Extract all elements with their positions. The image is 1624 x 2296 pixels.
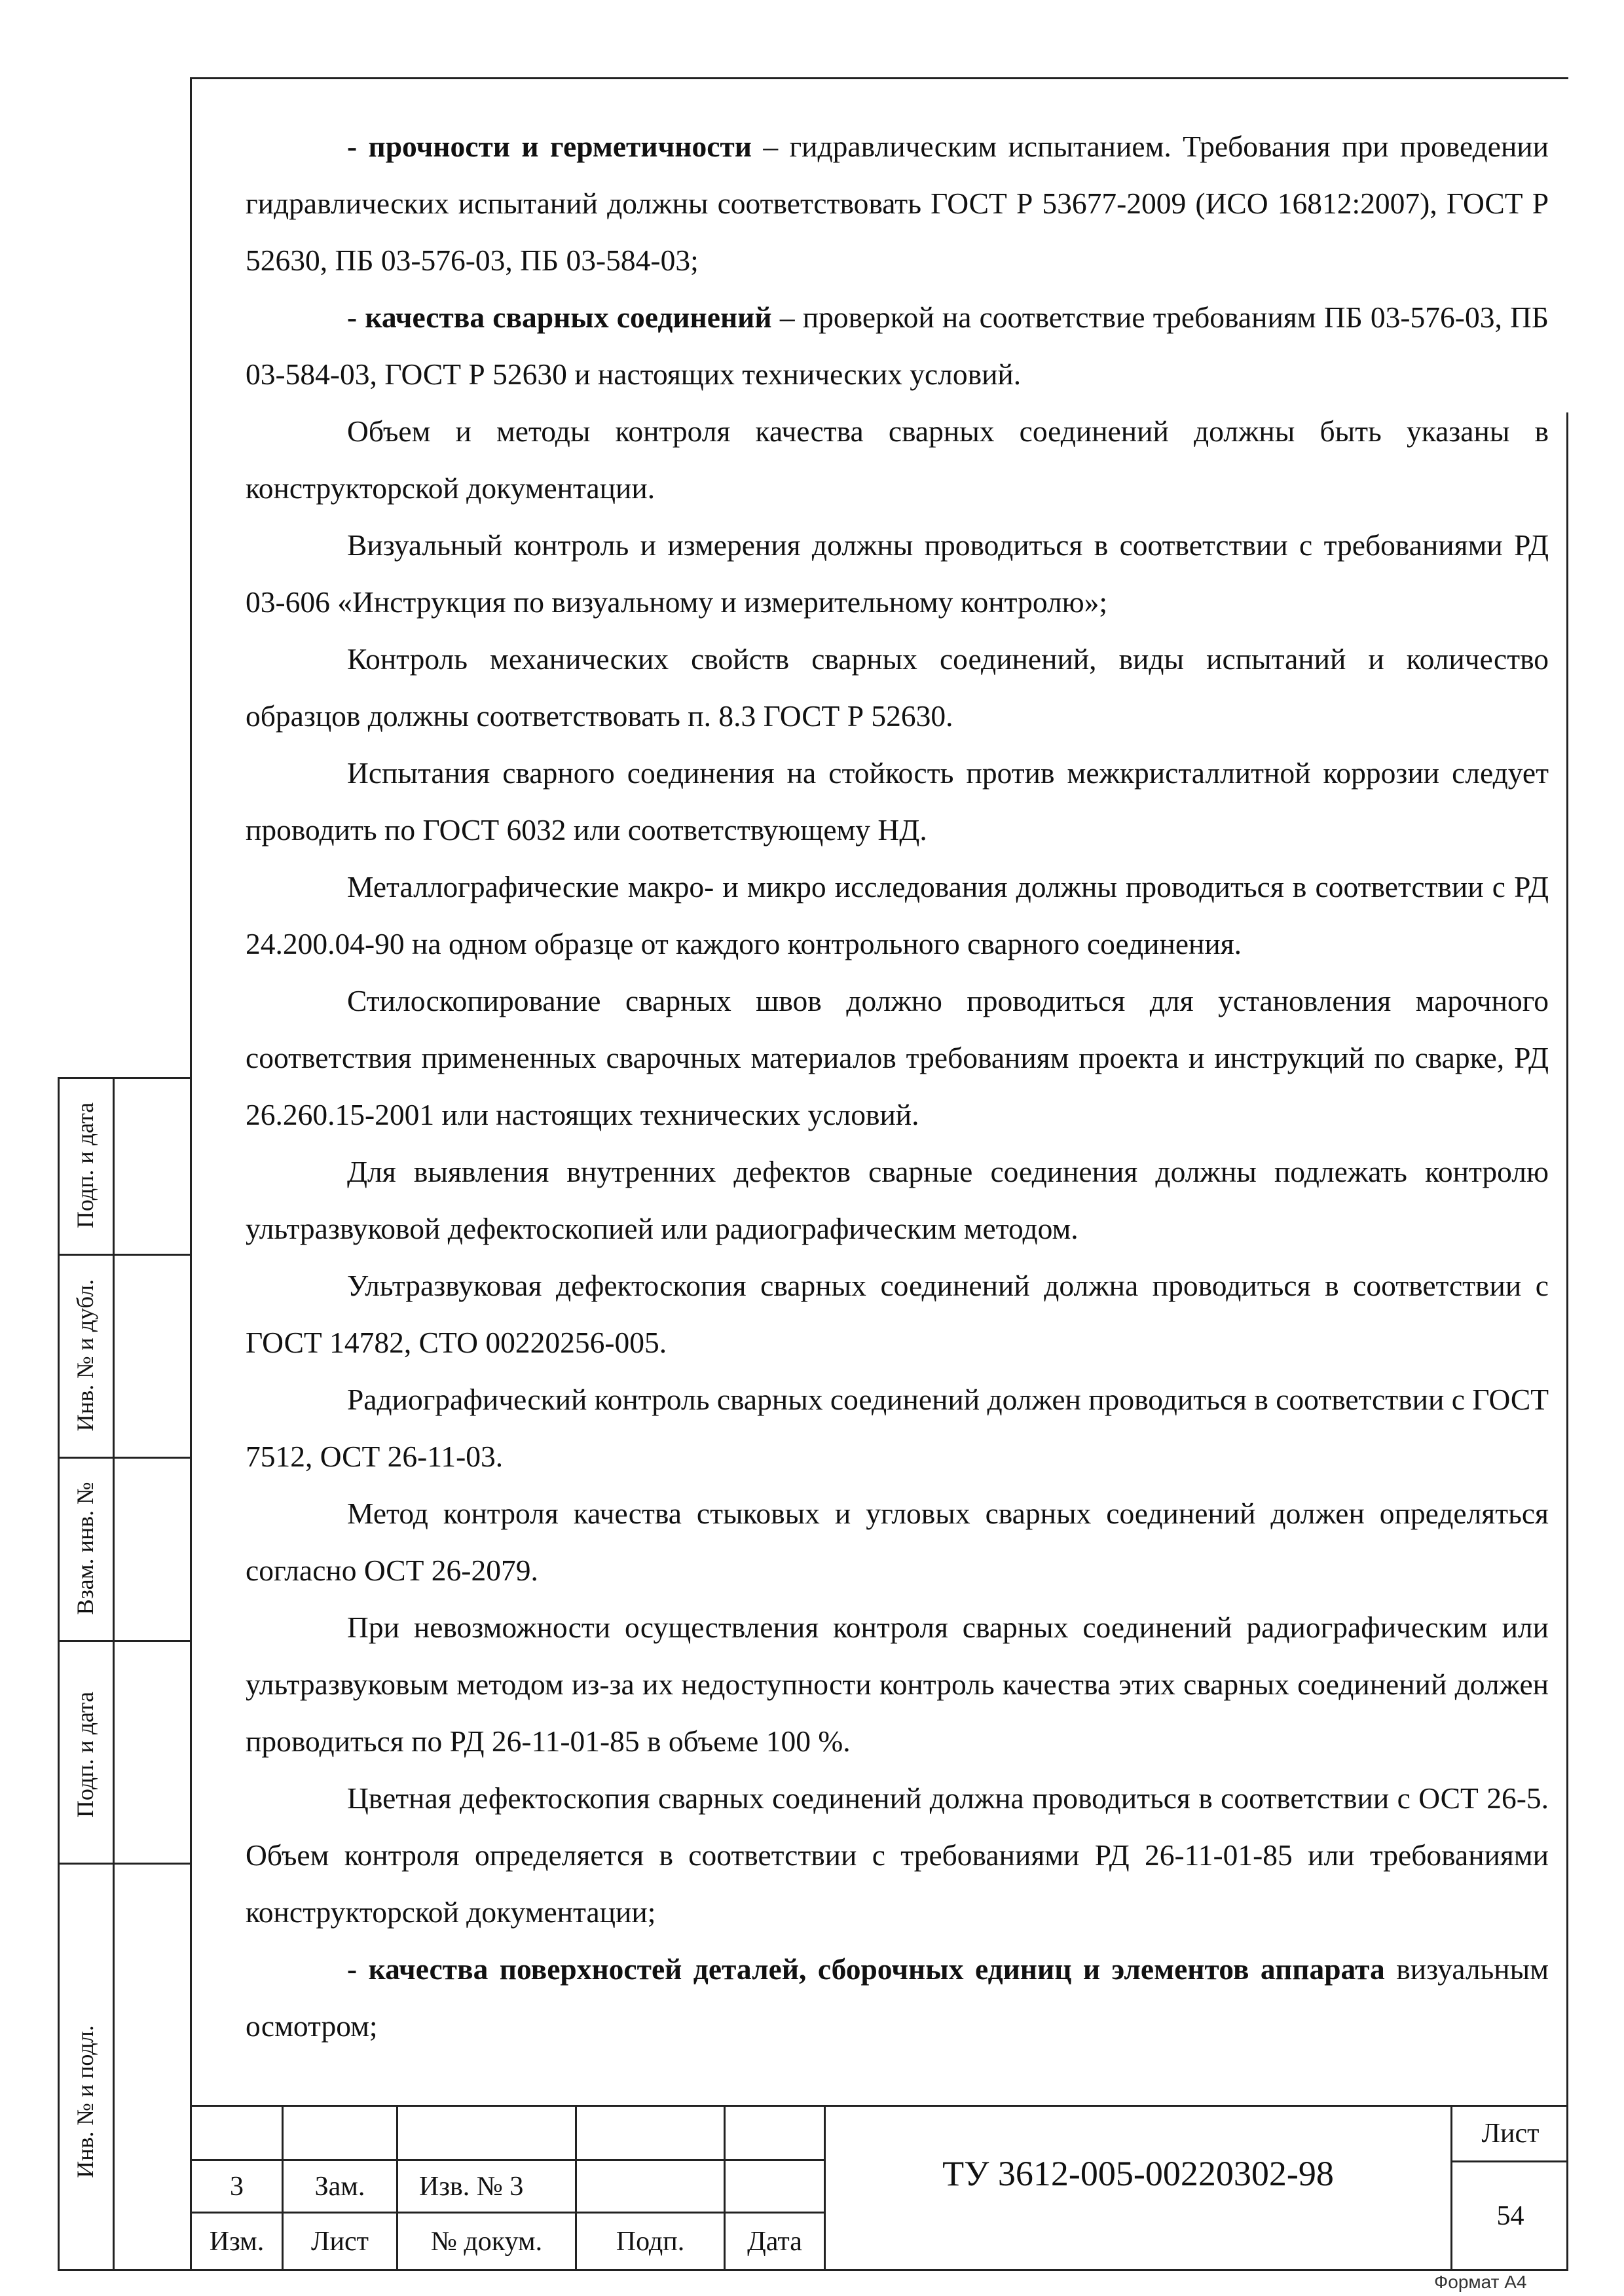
paragraph-6 <box>246 744 1549 858</box>
side-stamp-divider-4 <box>58 1863 192 1865</box>
title-block-doc-value: Изв. № 3 <box>419 2171 524 2202</box>
paragraph-14 <box>246 1770 1549 1941</box>
paragraph-text: Стилоскопирование сварных швов должно проводиться для установления марочного соответствия примененных сварочных материалов требованиям проекта и инструкций по сварке, РД 26.260.15-2001 или настоящих технических условий. <box>246 984 1549 1131</box>
side-stamp-inv-podl: Инв. № и подл. <box>72 2025 98 2178</box>
document-body <box>246 118 1549 2054</box>
title-block-data-header: Дата <box>747 2226 802 2257</box>
paragraph-13 <box>246 1599 1549 1770</box>
paragraph-5 <box>246 630 1549 744</box>
format-label: Формат А4 <box>1434 2272 1527 2292</box>
paragraph-text: Цветная дефектоскопия сварных соединений должна проводиться в соответствии с ОСТ 26-5. Объем контроля определяется в соответствии с требованиями РД 26-11-01-85 или требованиями конструкторской документации; <box>246 1781 1549 1929</box>
side-stamp-vzam-inv: Взам. инв. № <box>72 1482 98 1615</box>
paragraph-text: – гидравлическим испытанием. Требования при проведении гидравлических испытаний должны соответствовать ГОСТ Р 53677-2009 (ИСО 16812:2007), ГОСТ Р 52630, ПБ 03-576-03, ПБ 03-584-03; <box>246 130 1549 277</box>
paragraph-text: Испытания сварного соединения на стойкость против межкристаллитной коррозии следует проводить по ГОСТ 6032 или соответствующему НД. <box>246 756 1549 847</box>
sheet-number: 54 <box>1496 2200 1524 2231</box>
paragraph-3 <box>246 403 1549 517</box>
paragraph-12 <box>246 1485 1549 1599</box>
frame-left-line <box>190 77 192 2270</box>
frame-right-line <box>1566 412 1568 2270</box>
paragraph-text: Метод контроля качества стыковых и угловых сварных соединений должен определяться согласно ОСТ 26-2079. <box>246 1497 1549 1587</box>
paragraph-lead: - качества поверхностей деталей, сборочных единиц и элементов аппарата <box>347 1952 1385 1986</box>
title-block-list-value: Зам. <box>314 2171 365 2202</box>
side-stamp-podp-data-2: Подп. и дата <box>72 1691 98 1818</box>
paragraph-lead: - качества сварных соединений <box>347 301 772 334</box>
paragraph-text: Объем и методы контроля качества сварных соединений должны быть указаны в конструкторской документации. <box>246 414 1549 505</box>
paragraph-text: Ультразвуковая дефектоскопия сварных соединений должна проводиться в соответствии с ГОСТ 14782, СТО 00220256-005. <box>246 1269 1549 1359</box>
title-block-podp-header: Подп. <box>616 2226 685 2257</box>
paragraph-9 <box>246 1143 1549 1257</box>
paragraph-2 <box>246 289 1549 403</box>
title-block-list-header: Лист <box>311 2226 369 2257</box>
paragraph-text: Визуальный контроль и измерения должны проводиться в соответствии с требованиями РД 03-606 «Инструкция по визуальному и измерительному контролю»; <box>246 528 1549 619</box>
side-stamp-divider-1 <box>58 1254 192 1256</box>
paragraph-7 <box>246 858 1549 972</box>
paragraph-4 <box>246 517 1549 630</box>
paragraph-1 <box>246 118 1549 289</box>
title-block-data-value <box>726 2161 824 2212</box>
frame-bottom-line <box>58 2269 1568 2271</box>
paragraph-text: Радиографический контроль сварных соединений должен проводиться в соответствии с ГОСТ 7512, ОСТ 26-11-03. <box>246 1383 1549 1473</box>
paragraph-lead: - прочности и герметичности <box>347 130 752 163</box>
paragraph-15 <box>246 1941 1549 2054</box>
paragraph-text: Контроль механических свойств сварных соединений, виды испытаний и количество образцов должны соответствовать п. 8.3 ГОСТ Р 52630. <box>246 642 1549 733</box>
frame-top-line <box>190 77 1568 79</box>
paragraph-text: При невозможности осуществления контроля сварных соединений радиографическим или ультразвуковым методом из-за их недоступности контроль качества этих сварных соединений должен проводиться по РД 26-11-01-85 в объеме 100 %. <box>246 1611 1549 1758</box>
paragraph-11 <box>246 1371 1549 1485</box>
side-stamp-inv-dubl: Инв. № и дубл. <box>72 1279 98 1432</box>
paragraph-8 <box>246 972 1549 1143</box>
side-stamp-podp-data-1: Подп. и дата <box>72 1102 98 1229</box>
side-stamp-divider-2 <box>58 1457 192 1459</box>
title-block-doc-header: № докум. <box>430 2226 543 2257</box>
title-block-podp-value <box>577 2161 724 2212</box>
paragraph-text: Металлографические макро- и микро исследования должны проводиться в соответствии с РД 24.200.04-90 на одном образце от каждого контрольного сварного соединения. <box>246 870 1549 960</box>
side-stamp-outer-line <box>58 1077 60 2270</box>
title-block-izm-header: Изм. <box>209 2226 265 2257</box>
paragraph-10 <box>246 1257 1549 1371</box>
paragraph-text: Для выявления внутренних дефектов сварные соединения должны подлежать контролю ультразвуковой дефектоскопией или радиографическим методом. <box>246 1155 1549 1245</box>
paragraph-text: – проверкой на соответствие требованиям ПБ 03-576-03, ПБ 03-584-03, ГОСТ Р 52630 и настоящих технических условий. <box>246 301 1549 391</box>
title-block-izm-value: 3 <box>230 2171 244 2202</box>
document-designation: ТУ 3612-005-00220302-98 <box>942 2154 1334 2193</box>
sheet-label: Лист <box>1481 2119 1540 2149</box>
paragraph-text: визуальным осмотром; <box>246 1952 1549 2043</box>
side-stamp-inner-line <box>113 1077 115 2270</box>
side-stamp-divider-3 <box>58 1640 192 1642</box>
